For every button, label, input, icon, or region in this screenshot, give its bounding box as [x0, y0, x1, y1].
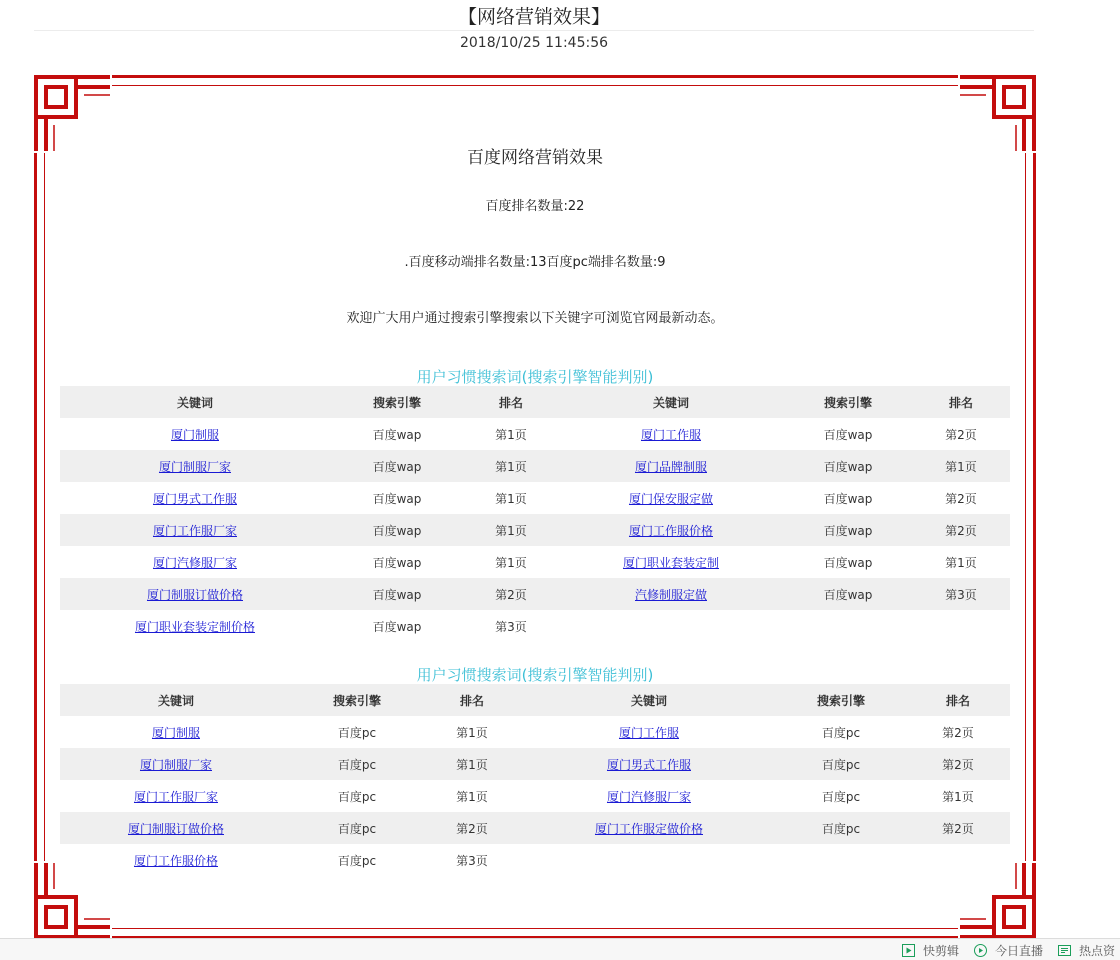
search-engine-value: 百度wap: [372, 555, 422, 570]
table-cell: [60, 780, 292, 812]
rank-value: 第2页: [495, 587, 527, 602]
table-cell: [330, 578, 464, 610]
pc-keyword-table: [60, 684, 1010, 876]
keyword-link[interactable]: 厦门工作服厂家: [152, 523, 237, 538]
search-engine-value: 百度pc: [337, 853, 377, 868]
table-cell: [558, 546, 784, 578]
table-row: [60, 844, 1010, 876]
table-cell: [906, 716, 1010, 748]
table-cell: [912, 546, 1010, 578]
search-engine-value: 百度wap: [823, 523, 873, 538]
table-cell: [60, 748, 292, 780]
keyword-link[interactable]: 厦门工作服: [618, 725, 679, 740]
table-cell: [422, 812, 522, 844]
table-cell: [906, 812, 1010, 844]
report-heading: 百度网络营销效果: [467, 148, 603, 168]
table-cell: [912, 514, 1010, 546]
table-cell: [422, 748, 522, 780]
keyword-link[interactable]: 厦门男式工作服: [606, 757, 691, 772]
rank-value: 第2页: [945, 491, 977, 506]
column-header: 排名: [906, 684, 1010, 716]
wap-keyword-table: [60, 386, 1010, 642]
keyword-link[interactable]: 厦门制服厂家: [139, 757, 212, 772]
search-engine-value: 百度pc: [337, 789, 377, 804]
table-cell: [776, 844, 906, 876]
pc-section-title: 用户习惯搜索词(搜索引擎智能判别): [416, 666, 654, 684]
search-engine-value: 百度wap: [372, 427, 422, 442]
table-cell: [776, 748, 906, 780]
column-header: 排名: [422, 684, 522, 716]
table-cell: [292, 844, 422, 876]
table-cell: [60, 812, 292, 844]
table-cell: [906, 780, 1010, 812]
table-cell: [784, 514, 912, 546]
table-cell: [330, 482, 464, 514]
column-header: 关键词: [60, 684, 292, 716]
table-cell: [784, 418, 912, 450]
table-row: [60, 610, 1010, 642]
column-header: 关键词: [522, 684, 776, 716]
table-cell: [906, 844, 1010, 876]
search-engine-value: 百度pc: [821, 789, 861, 804]
keyword-link[interactable]: 厦门工作服价格: [133, 853, 218, 868]
search-engine-value: 百度pc: [337, 725, 377, 740]
table-row: [60, 812, 1010, 844]
table-row: [60, 748, 1010, 780]
table-cell: [60, 482, 330, 514]
keyword-link[interactable]: 厦门工作服价格: [628, 523, 713, 538]
search-engine-value: 百度wap: [372, 523, 422, 538]
rank-value: 第1页: [942, 789, 974, 804]
table-cell: [330, 418, 464, 450]
table-cell: [784, 450, 912, 482]
table-cell: [292, 812, 422, 844]
taskbar-item-live[interactable]: [974, 942, 1043, 959]
keyword-link[interactable]: 汽修制服定做: [634, 587, 707, 602]
column-header: 搜索引擎: [776, 684, 906, 716]
rank-value: 第3页: [945, 587, 977, 602]
table-cell: [784, 482, 912, 514]
search-engine-value: 百度wap: [823, 427, 873, 442]
bottom-taskbar: [0, 938, 1120, 960]
table-cell: [60, 716, 292, 748]
table-row: [60, 418, 1010, 450]
table-cell: [784, 610, 912, 642]
search-engine-value: 百度pc: [337, 821, 377, 836]
rank-value: 第2页: [942, 725, 974, 740]
keyword-link[interactable]: 厦门制服: [151, 725, 200, 740]
table-cell: [60, 514, 330, 546]
keyword-link[interactable]: 厦门工作服: [640, 427, 701, 442]
column-header: 搜索引擎: [292, 684, 422, 716]
column-header: 关键词: [558, 386, 784, 418]
table-cell: [522, 844, 776, 876]
table-row: [60, 780, 1010, 812]
search-engine-value: 百度wap: [823, 491, 873, 506]
table-cell: [912, 578, 1010, 610]
search-engine-value: 百度wap: [823, 459, 873, 474]
keyword-link[interactable]: 厦门男式工作服: [152, 491, 237, 506]
frame-corner-ornament-icon: [958, 75, 1036, 153]
search-engine-value: 百度wap: [823, 587, 873, 602]
table-cell: [912, 610, 1010, 642]
rank-value: 第1页: [495, 523, 527, 538]
search-engine-value: 百度wap: [823, 555, 873, 570]
table-cell: [522, 748, 776, 780]
title-divider: [34, 30, 1034, 31]
table-row: [60, 514, 1010, 546]
column-header: 排名: [464, 386, 558, 418]
rank-value: 第2页: [942, 757, 974, 772]
rank-value: 第1页: [456, 725, 488, 740]
table-cell: [464, 546, 558, 578]
rank-count: 百度排名数量:22: [485, 199, 585, 214]
column-header: 搜索引擎: [330, 386, 464, 418]
table-cell: [292, 748, 422, 780]
search-engine-value: 百度pc: [821, 821, 861, 836]
keyword-link[interactable]: 厦门工作服厂家: [133, 789, 218, 804]
table-cell: [292, 780, 422, 812]
rank-value: 第1页: [945, 459, 977, 474]
keyword-link[interactable]: 厦门制服订做价格: [146, 587, 243, 602]
taskbar-item-news[interactable]: [1058, 942, 1115, 959]
table-cell: [464, 418, 558, 450]
rank-value: 第1页: [456, 789, 488, 804]
table-cell: [784, 578, 912, 610]
table-cell: [464, 482, 558, 514]
table-cell: [422, 716, 522, 748]
table-cell: [784, 546, 912, 578]
page-title: 【网络营销效果】: [457, 6, 610, 28]
live-play-icon: [974, 944, 987, 957]
table-cell: [912, 418, 1010, 450]
keyword-link[interactable]: 厦门职业套装定制价格: [134, 619, 255, 634]
news-icon: [1058, 944, 1071, 957]
table-cell: [422, 780, 522, 812]
keyword-link[interactable]: 厦门制服厂家: [158, 459, 231, 474]
table-cell: [558, 610, 784, 642]
rank-value: 第2页: [945, 427, 977, 442]
table-header-row: [60, 684, 1010, 716]
search-engine-value: 百度pc: [821, 757, 861, 772]
table-row: [60, 482, 1010, 514]
search-engine-value: 百度pc: [821, 725, 861, 740]
table-cell: [776, 780, 906, 812]
search-engine-value: 百度pc: [337, 757, 377, 772]
table-cell: [776, 716, 906, 748]
wap-section-title: 用户习惯搜索词(搜索引擎智能判别): [416, 368, 654, 386]
rank-value: 第2页: [945, 523, 977, 538]
table-cell: [464, 514, 558, 546]
table-cell: [558, 578, 784, 610]
rank-value: 第1页: [495, 427, 527, 442]
table-cell: [60, 610, 330, 642]
taskbar-item-label: 今日直播: [995, 944, 1044, 958]
rank-value: 第1页: [495, 459, 527, 474]
table-cell: [558, 514, 784, 546]
table-row: [60, 450, 1010, 482]
table-cell: [464, 610, 558, 642]
table-cell: [60, 578, 330, 610]
rank-value: 第1页: [495, 555, 527, 570]
keyword-link[interactable]: 厦门品牌制服: [634, 459, 707, 474]
table-cell: [330, 450, 464, 482]
table-cell: [912, 450, 1010, 482]
table-cell: [60, 546, 330, 578]
rank-value: 第3页: [495, 619, 527, 634]
table-cell: [330, 546, 464, 578]
table-cell: [60, 418, 330, 450]
taskbar-item-label: 热点资: [1079, 944, 1116, 958]
keyword-link[interactable]: 厦门汽修服厂家: [606, 789, 691, 804]
table-cell: [464, 578, 558, 610]
rank-value: 第1页: [495, 491, 527, 506]
keyword-link[interactable]: 厦门职业套装定制: [622, 555, 719, 570]
table-cell: [330, 514, 464, 546]
search-engine-value: 百度wap: [372, 459, 422, 474]
rank-value: 第3页: [456, 853, 488, 868]
play-clip-icon: [902, 944, 915, 957]
table-header-row: [60, 386, 1010, 418]
table-row: [60, 578, 1010, 610]
keyword-link[interactable]: 厦门保安服定做: [628, 491, 713, 506]
rank-split: .百度移动端排名数量:13百度pc端排名数量:9: [404, 255, 666, 270]
publish-timestamp: 2018/10/25 11:45:56: [459, 35, 609, 51]
table-cell: [776, 812, 906, 844]
table-cell: [522, 812, 776, 844]
table-cell: [558, 482, 784, 514]
rank-value: 第2页: [456, 821, 488, 836]
column-header: 排名: [912, 386, 1010, 418]
column-header: 搜索引擎: [784, 386, 912, 418]
table-cell: [464, 450, 558, 482]
table-cell: [60, 844, 292, 876]
search-engine-value: 百度wap: [372, 491, 422, 506]
keyword-link[interactable]: 厦门制服: [170, 427, 219, 442]
keyword-link[interactable]: 厦门制服订做价格: [127, 821, 224, 836]
search-engine-value: 百度wap: [372, 619, 422, 634]
keyword-link[interactable]: 厦门汽修服厂家: [152, 555, 237, 570]
column-header: 关键词: [60, 386, 330, 418]
table-cell: [906, 748, 1010, 780]
table-cell: [422, 844, 522, 876]
rank-value: 第1页: [945, 555, 977, 570]
table-cell: [522, 780, 776, 812]
taskbar-item-clip[interactable]: [902, 942, 959, 959]
table-cell: [522, 716, 776, 748]
table-cell: [292, 716, 422, 748]
table-cell: [558, 450, 784, 482]
search-engine-value: 百度wap: [372, 587, 422, 602]
table-row: [60, 716, 1010, 748]
rank-value: 第1页: [456, 757, 488, 772]
table-cell: [330, 610, 464, 642]
table-cell: [558, 418, 784, 450]
welcome-text: 欢迎广大用户通过搜索引擎搜索以下关键字可浏览官网最新动态。: [346, 311, 724, 326]
rank-value: 第2页: [942, 821, 974, 836]
table-cell: [60, 450, 330, 482]
keyword-link[interactable]: 厦门工作服定做价格: [594, 821, 703, 836]
table-cell: [912, 482, 1010, 514]
table-row: [60, 546, 1010, 578]
taskbar-item-label: 快剪辑: [923, 944, 960, 958]
frame-corner-ornament-icon: [34, 75, 112, 153]
